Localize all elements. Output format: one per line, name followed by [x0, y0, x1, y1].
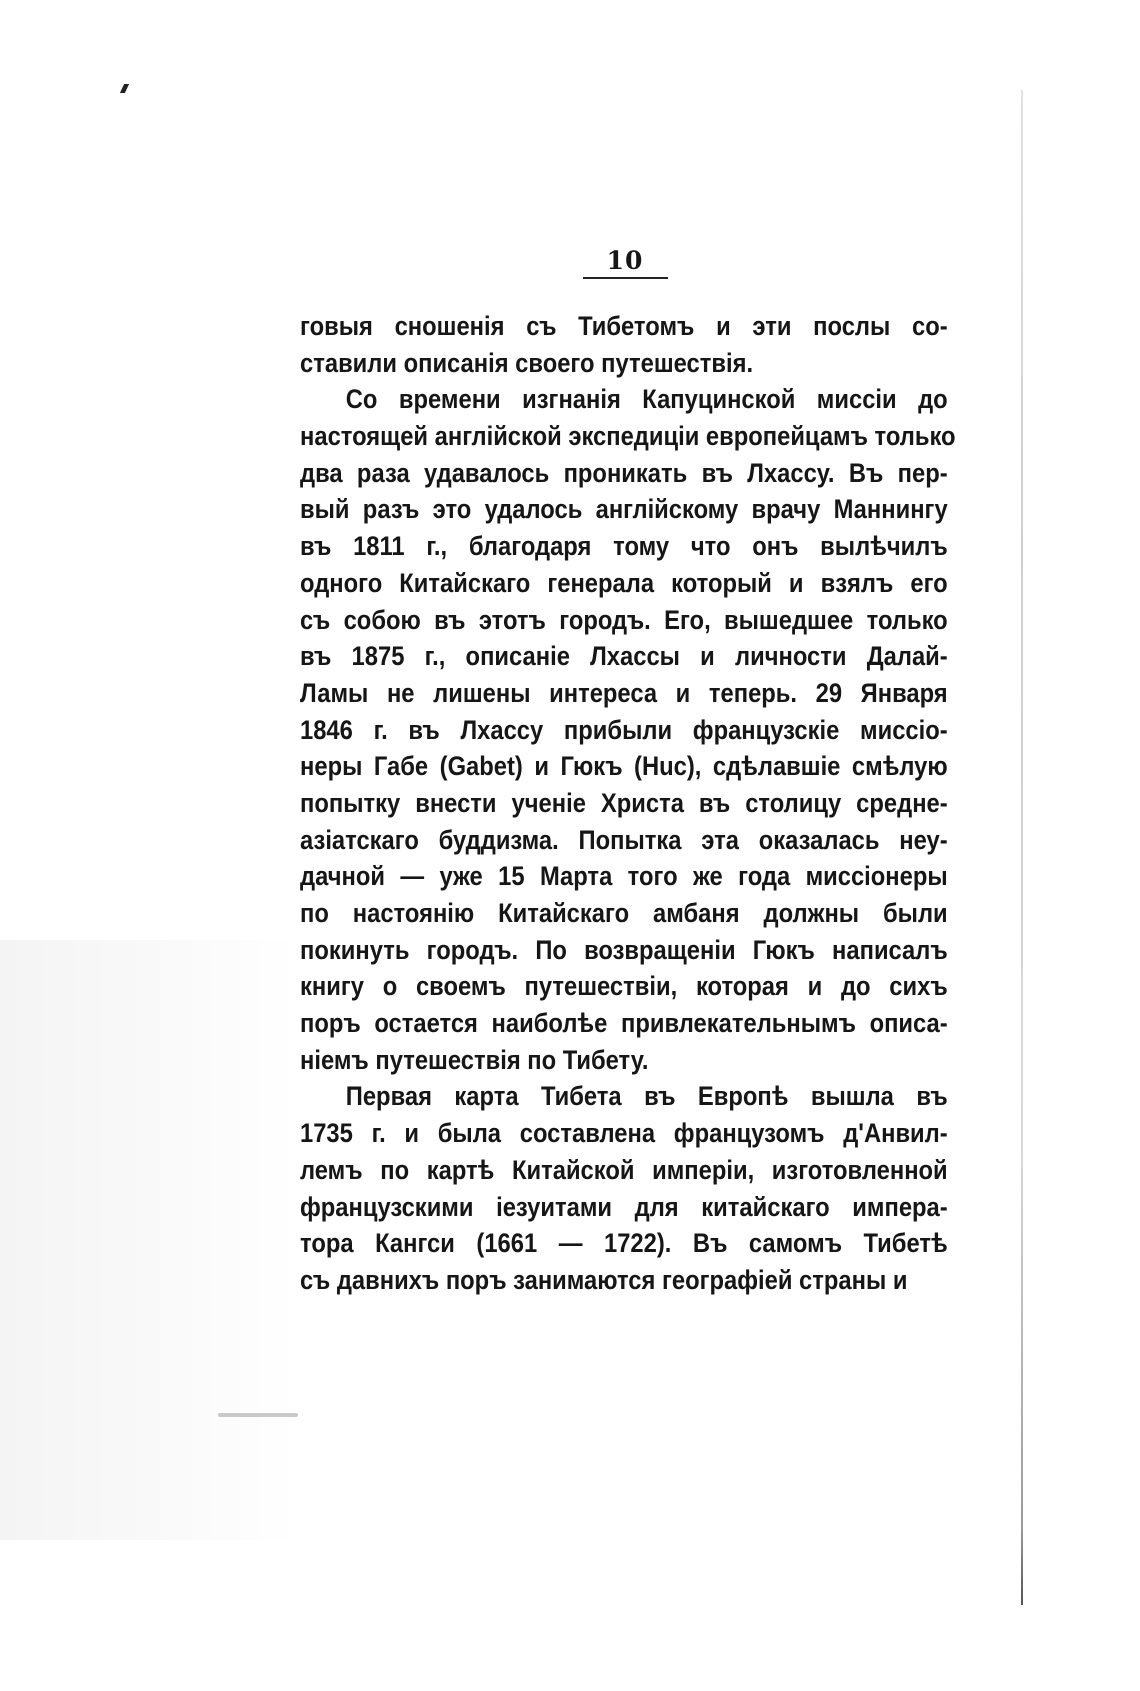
text-line: неры Габе (Gabet) и Гюкъ (Huc), сдѣлавшіе смѣлую [300, 751, 948, 782]
text-line: въ 1811 г., благодаря тому что онъ вылѣчилъ [300, 531, 948, 562]
page-number-rule [583, 277, 668, 279]
text-line: дачной — уже 15 Марта того же года миссіонеры [300, 861, 948, 892]
text-line: говыя сношенія съ Тибетомъ и эти послы со- [300, 311, 948, 341]
text-line: поръ остается наиболѣе привлекательнымъ описа- [300, 1008, 948, 1039]
text-line: съ давнихъ поръ занимаются географіей страны и [300, 1264, 908, 1295]
scan-shadow [0, 940, 300, 1540]
page-number-container [580, 246, 670, 275]
page-number: 10 [606, 246, 644, 275]
text-line: Ламы не лишены интереса и теперь. 29 Января [300, 677, 948, 708]
text-line: два раза удавалось проникать въ Лхассу. Въ пер- [300, 457, 948, 488]
text-line: Первая карта Тибета въ Европѣ вышла въ [345, 1081, 948, 1112]
text-line: книгу о своемъ путешествіи, которая и до сихъ [300, 971, 948, 1002]
text-line: азіатскаго буддизма. Попытка эта оказалась неу- [300, 824, 948, 855]
text-line: покинуть городъ. По возвращеніи Гюкъ написалъ [300, 934, 948, 965]
text-line: лемъ по картѣ Китайской имперіи, изготовленной [300, 1154, 948, 1185]
text-line: тора Кангси (1661 — 1722). Въ самомъ Тибетѣ [300, 1228, 948, 1259]
text-line: 1846 г. въ Лхассу прибыли французскіе миссіо- [300, 714, 948, 745]
text-line: 1735 г. и была составлена французомъ д'Анвил- [300, 1118, 948, 1149]
scan-mark [120, 84, 129, 93]
text-line: Со времени изгнанія Капуцинской миссіи до [345, 384, 948, 415]
scan-smudge [218, 1413, 298, 1417]
text-line: французскими іезуитами для китайскаго импера- [300, 1191, 948, 1222]
page-edge-rule [1021, 90, 1023, 1605]
text-line: настоящей англійской экспедиціи европейцамъ только [300, 421, 956, 452]
body-text [300, 308, 956, 1299]
text-line: по настоянію Китайскаго амбаня должны были [300, 898, 948, 928]
text-line: вый разъ это удалось англійскому врачу Маннингу [300, 494, 948, 525]
text-line: одного Китайскаго генерала который и взялъ его [300, 567, 948, 598]
text-line: ставили описанія своего путешествія. [300, 347, 754, 378]
text-line: ніемъ путешествія по Тибету. [300, 1044, 649, 1075]
text-line: въ 1875 г., описаніе Лхассы и личности Далай- [300, 641, 948, 672]
text-line: попытку внести ученіе Христа въ столицу средне- [300, 787, 948, 818]
text-line: съ собою въ этотъ городъ. Его, вышедшее только [300, 604, 948, 635]
